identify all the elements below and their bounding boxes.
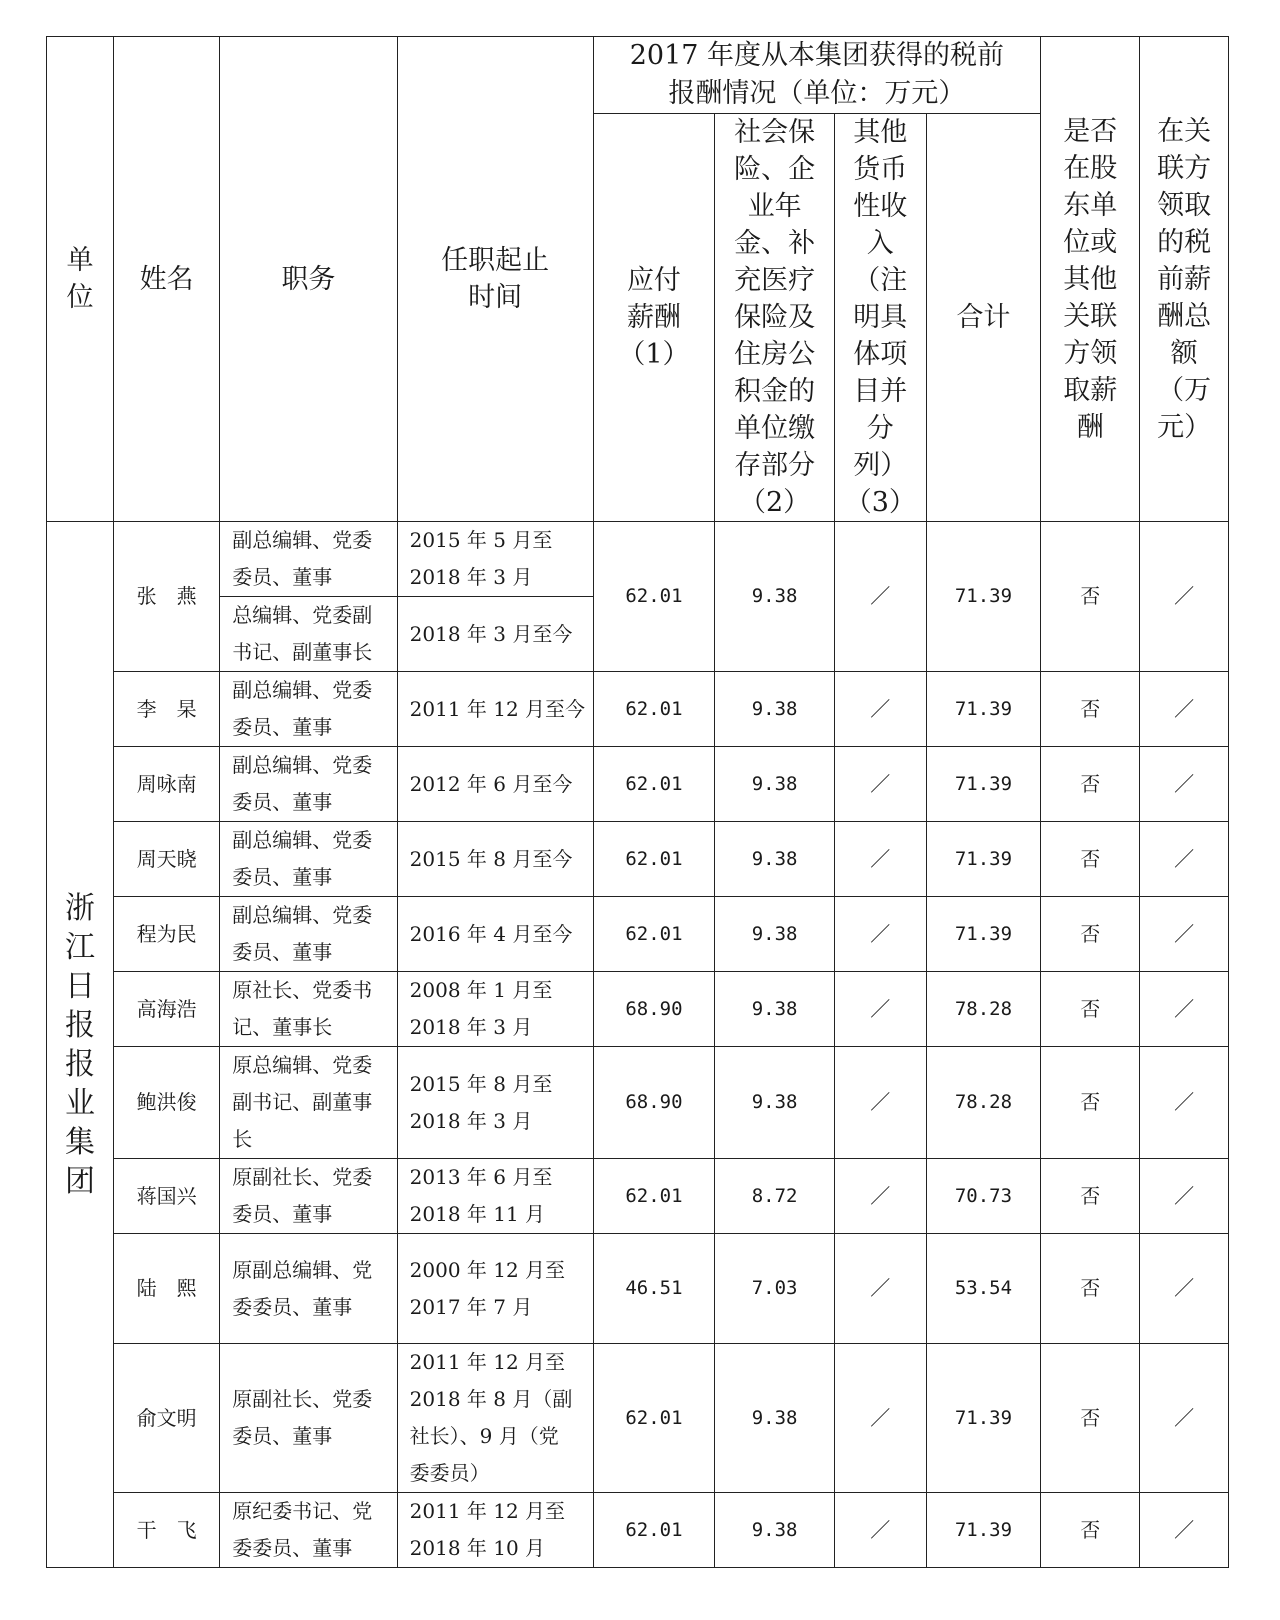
shareholder-cell <box>1041 897 1140 972</box>
total-cell <box>926 1234 1041 1344</box>
header-related-total: 在关 联方 领取 的税 前薪 酬总 额 （万 元） <box>1140 37 1229 522</box>
person-name-text: 干 飞 <box>136 1517 197 1542</box>
other-income-cell-text: ／ <box>870 1517 891 1542</box>
person-name-text: 蒋国兴 <box>136 1183 197 1208</box>
insurance-cell <box>715 1047 835 1159</box>
term-cell-text: 2015 年 8 月至今 <box>409 846 573 871</box>
shareholder-cell <box>1041 747 1140 822</box>
person-name <box>114 672 220 747</box>
salary-cell-text: 62.01 <box>625 847 683 870</box>
salary-cell-text: 68.90 <box>625 1091 683 1113</box>
person-name <box>114 822 220 897</box>
other-income-cell <box>834 747 926 822</box>
other-income-cell-text: ／ <box>870 1405 891 1430</box>
other-income-cell <box>834 672 926 747</box>
related-total-cell <box>1140 522 1229 672</box>
shareholder-cell-text: 否 <box>1080 921 1101 946</box>
related-total-cell <box>1140 1234 1229 1344</box>
other-income-cell <box>834 1493 926 1568</box>
term-cell <box>397 672 593 747</box>
related-total-cell <box>1140 1159 1229 1234</box>
related-total-cell <box>1140 972 1229 1047</box>
person-name-text: 俞文明 <box>136 1405 197 1430</box>
header-group-title: 2017 年度从本集团获得的税前 报酬情况（单位：万元） <box>593 37 1041 114</box>
person-name <box>114 1159 220 1234</box>
total-cell <box>926 972 1041 1047</box>
other-income-cell-text: ／ <box>870 1090 891 1114</box>
header-shareholder: 是否 在股 东单 位或 其他 关联 方领 取薪 酬 <box>1041 37 1140 522</box>
insurance-cell <box>715 1159 835 1234</box>
related-total-cell-text: ／ <box>1174 1183 1195 1208</box>
shareholder-cell <box>1041 972 1140 1047</box>
insurance-cell <box>715 747 835 822</box>
salary-cell <box>593 1234 715 1344</box>
shareholder-cell-text: 否 <box>1080 1090 1101 1114</box>
other-income-cell <box>834 822 926 897</box>
term-cell-text: 2013 年 6 月至 2018 年 11 月 <box>409 1165 553 1226</box>
salary-cell-text: 62.01 <box>625 697 683 720</box>
insurance-cell-text: 9.38 <box>751 585 798 607</box>
total-cell-text: 71.39 <box>954 922 1013 945</box>
insurance-cell <box>715 897 835 972</box>
position-cell-text: 副总编辑、党委 委员、董事 <box>232 753 373 814</box>
position-cell <box>220 1159 397 1234</box>
person-name-text: 鲍洪俊 <box>136 1090 197 1114</box>
table-row <box>47 897 1229 972</box>
position-cell <box>220 672 397 747</box>
term-cell <box>397 1159 593 1234</box>
term-cell <box>397 597 593 672</box>
term-cell-text: 2008 年 1 月至 2018 年 3 月 <box>409 978 553 1039</box>
position-cell <box>220 1047 397 1159</box>
insurance-cell <box>715 1344 835 1493</box>
term-cell-text: 2011 年 12 月至 2018 年 8 月（副 社长）、9 月（党 委委员） <box>409 1350 573 1485</box>
position-cell <box>220 522 397 597</box>
term-cell-text: 2015 年 8 月至 2018 年 3 月 <box>409 1071 553 1133</box>
total-cell <box>926 1047 1041 1159</box>
total-cell <box>926 1159 1041 1234</box>
term-cell-text: 2011 年 12 月至今 <box>409 696 586 721</box>
insurance-cell-text: 9.38 <box>751 847 798 870</box>
insurance-cell <box>715 672 835 747</box>
insurance-cell <box>715 1493 835 1568</box>
person-name <box>114 1493 220 1568</box>
other-income-cell <box>834 1047 926 1159</box>
term-cell <box>397 822 593 897</box>
person-name <box>114 1344 220 1493</box>
person-name-text: 张 燕 <box>136 584 197 608</box>
term-cell <box>397 1493 593 1568</box>
salary-cell <box>593 1344 715 1493</box>
table-row <box>47 1234 1229 1344</box>
related-total-cell-text: ／ <box>1174 584 1195 608</box>
position-cell <box>220 972 397 1047</box>
salary-cell-text: 62.01 <box>625 772 683 795</box>
shareholder-cell <box>1041 1234 1140 1344</box>
term-cell <box>397 1344 593 1493</box>
shareholder-cell-text: 否 <box>1080 771 1101 796</box>
related-total-cell-text: ／ <box>1174 771 1195 796</box>
total-cell-text: 78.28 <box>954 997 1013 1020</box>
other-income-cell <box>834 1159 926 1234</box>
salary-cell-text: 62.01 <box>625 1518 683 1541</box>
other-income-cell-text: ／ <box>870 1183 891 1208</box>
position-cell-text: 原总编辑、党委 副书记、副董事 长 <box>232 1053 373 1151</box>
table-row <box>47 747 1229 822</box>
position-cell-text: 原副社长、党委 委员、董事 <box>232 1387 373 1448</box>
total-cell <box>926 522 1041 672</box>
insurance-cell-text: 8.72 <box>751 1184 798 1207</box>
term-cell-text: 2016 年 4 月至今 <box>409 921 573 946</box>
insurance-cell <box>715 972 835 1047</box>
other-income-cell-text: ／ <box>870 584 891 608</box>
related-total-cell <box>1140 747 1229 822</box>
related-total-cell-text: ／ <box>1174 1405 1195 1430</box>
related-total-cell-text: ／ <box>1174 921 1195 946</box>
related-total-cell <box>1140 897 1229 972</box>
insurance-cell-text: 9.38 <box>751 697 798 720</box>
shareholder-cell-text: 否 <box>1080 584 1101 608</box>
salary-cell <box>593 972 715 1047</box>
position-cell <box>220 822 397 897</box>
term-cell <box>397 522 593 597</box>
person-name-text: 陆 熙 <box>136 1276 197 1300</box>
person-name <box>114 972 220 1047</box>
insurance-cell <box>715 822 835 897</box>
term-cell <box>397 747 593 822</box>
position-cell-text: 原社长、党委书 记、董事长 <box>232 978 373 1039</box>
other-income-cell <box>834 897 926 972</box>
other-income-cell <box>834 522 926 672</box>
related-total-cell-text: ／ <box>1174 1090 1195 1114</box>
position-cell <box>220 597 397 672</box>
other-income-cell-text: ／ <box>870 846 891 871</box>
related-total-cell <box>1140 1493 1229 1568</box>
shareholder-cell-text: 否 <box>1080 1405 1101 1430</box>
salary-cell <box>593 1159 715 1234</box>
shareholder-cell <box>1041 1047 1140 1159</box>
table-row <box>47 1344 1229 1493</box>
related-total-cell-text: ／ <box>1174 846 1195 871</box>
salary-cell-text: 62.01 <box>625 1184 683 1207</box>
total-cell-text: 71.39 <box>954 1518 1013 1541</box>
related-total-cell <box>1140 1047 1229 1159</box>
term-cell-text: 2011 年 12 月至 2018 年 10 月 <box>409 1499 566 1560</box>
header-salary: 应付 薪酬 （1） <box>593 114 715 522</box>
other-income-cell-text: ／ <box>870 921 891 946</box>
term-cell-text: 2012 年 6 月至今 <box>409 771 573 796</box>
position-cell <box>220 1493 397 1568</box>
total-cell-text: 53.54 <box>954 1277 1013 1299</box>
position-cell-text: 副总编辑、党委 委员、董事 <box>232 528 373 589</box>
header-total: 合计 <box>926 114 1041 522</box>
table-row <box>47 972 1229 1047</box>
table-row <box>47 522 1229 597</box>
insurance-cell-text: 7.03 <box>751 1277 798 1299</box>
shareholder-cell-text: 否 <box>1080 1183 1101 1208</box>
other-income-cell <box>834 1234 926 1344</box>
header-position: 职务 <box>220 37 397 522</box>
insurance-cell-text: 9.38 <box>751 772 798 795</box>
related-total-cell <box>1140 822 1229 897</box>
total-cell-text: 70.73 <box>954 1184 1013 1207</box>
shareholder-cell <box>1041 822 1140 897</box>
person-name <box>114 897 220 972</box>
salary-cell <box>593 522 715 672</box>
total-cell <box>926 1493 1041 1568</box>
salary-cell-text: 62.01 <box>625 1406 683 1429</box>
table-row <box>47 822 1229 897</box>
other-income-cell-text: ／ <box>870 771 891 796</box>
shareholder-cell-text: 否 <box>1080 996 1101 1021</box>
total-cell <box>926 1344 1041 1493</box>
header-unit: 单 位 <box>47 37 114 522</box>
total-cell-text: 71.39 <box>954 772 1013 795</box>
header-other-income: 其他 货币 性收 入 （注 明具 体项 目并 分 列） （3） <box>834 114 926 522</box>
insurance-cell <box>715 522 835 672</box>
position-cell-text: 副总编辑、党委 委员、董事 <box>232 828 373 889</box>
position-cell-text: 副总编辑、党委 委员、董事 <box>232 678 373 739</box>
other-income-cell-text: ／ <box>870 996 891 1021</box>
table-header <box>47 37 1229 522</box>
related-total-cell <box>1140 672 1229 747</box>
table-body <box>47 522 1229 1568</box>
insurance-cell-text: 9.38 <box>751 1091 798 1113</box>
related-total-cell <box>1140 1344 1229 1493</box>
related-total-cell-text: ／ <box>1174 1517 1195 1542</box>
total-cell-text: 71.39 <box>954 847 1013 870</box>
position-cell <box>220 897 397 972</box>
insurance-cell-text: 9.38 <box>751 997 798 1020</box>
related-total-cell-text: ／ <box>1174 996 1195 1021</box>
total-cell <box>926 822 1041 897</box>
person-name <box>114 522 220 672</box>
person-name-text: 李 杲 <box>136 696 197 721</box>
other-income-cell-text: ／ <box>870 1276 891 1300</box>
person-name-text: 周天晓 <box>136 846 197 871</box>
insurance-cell-text: 9.38 <box>751 922 798 945</box>
shareholder-cell-text: 否 <box>1080 1517 1101 1542</box>
position-cell-text: 原副社长、党委 委员、董事 <box>232 1165 373 1226</box>
shareholder-cell-text: 否 <box>1080 1276 1101 1300</box>
total-cell-text: 71.39 <box>954 585 1013 607</box>
header-name: 姓名 <box>114 37 220 522</box>
term-cell <box>397 897 593 972</box>
shareholder-cell <box>1041 1159 1140 1234</box>
table-row <box>47 1047 1229 1159</box>
person-name-text: 程为民 <box>136 921 197 946</box>
term-cell-text: 2000 年 12 月至 2017 年 7 月 <box>409 1257 566 1319</box>
salary-cell-text: 46.51 <box>625 1277 683 1299</box>
table-row <box>47 1159 1229 1234</box>
shareholder-cell <box>1041 1344 1140 1493</box>
other-income-cell-text: ／ <box>870 696 891 721</box>
position-cell <box>220 1234 397 1344</box>
shareholder-cell-text: 否 <box>1080 696 1101 721</box>
salary-cell <box>593 1047 715 1159</box>
shareholder-cell <box>1041 672 1140 747</box>
related-total-cell-text: ／ <box>1174 1276 1195 1300</box>
total-cell-text: 78.28 <box>954 1091 1013 1113</box>
salary-cell <box>593 822 715 897</box>
insurance-cell-text: 9.38 <box>751 1518 798 1541</box>
person-name-text: 高海浩 <box>136 996 197 1021</box>
term-cell <box>397 1234 593 1344</box>
position-cell <box>220 1344 397 1493</box>
unit-name: 浙 江 日 报 报 业 集 团 <box>65 890 96 1199</box>
term-cell-text: 2018 年 3 月至今 <box>409 621 573 646</box>
position-cell-text: 原纪委书记、党 委委员、董事 <box>232 1499 373 1560</box>
position-cell-text: 原副总编辑、党 委委员、董事 <box>232 1257 373 1319</box>
person-name <box>114 1047 220 1159</box>
salary-cell <box>593 672 715 747</box>
compensation-table <box>46 36 1229 1568</box>
salary-cell <box>593 1493 715 1568</box>
header-insurance: 社会保 险、企 业年 金、补 充医疗 保险及 住房公 积金的 单位缴 存部分 （2） <box>715 114 835 522</box>
total-cell <box>926 747 1041 822</box>
term-cell-text: 2015 年 5 月至 2018 年 3 月 <box>409 528 553 589</box>
total-cell <box>926 672 1041 747</box>
shareholder-cell <box>1041 1493 1140 1568</box>
salary-cell-text: 68.90 <box>625 997 683 1020</box>
salary-cell-text: 62.01 <box>625 922 683 945</box>
person-name-text: 周咏南 <box>136 771 197 796</box>
total-cell-text: 71.39 <box>954 1406 1013 1429</box>
salary-cell-text: 62.01 <box>625 585 683 607</box>
shareholder-cell <box>1041 522 1140 672</box>
total-cell-text: 71.39 <box>954 697 1013 720</box>
other-income-cell <box>834 1344 926 1493</box>
position-cell-text: 总编辑、党委副 书记、副董事长 <box>232 603 373 664</box>
related-total-cell-text: ／ <box>1174 696 1195 721</box>
salary-cell <box>593 897 715 972</box>
table-row <box>47 1493 1229 1568</box>
term-cell <box>397 972 593 1047</box>
person-name <box>114 1234 220 1344</box>
term-cell <box>397 1047 593 1159</box>
shareholder-cell-text: 否 <box>1080 846 1101 871</box>
unit-cell <box>47 522 114 1568</box>
other-income-cell <box>834 972 926 1047</box>
position-cell-text: 副总编辑、党委 委员、董事 <box>232 903 373 964</box>
insurance-cell-text: 9.38 <box>751 1406 798 1429</box>
salary-cell <box>593 747 715 822</box>
total-cell <box>926 897 1041 972</box>
table-row <box>47 672 1229 747</box>
header-term: 任职起止 时间 <box>397 37 593 522</box>
insurance-cell <box>715 1234 835 1344</box>
person-name <box>114 747 220 822</box>
position-cell <box>220 747 397 822</box>
